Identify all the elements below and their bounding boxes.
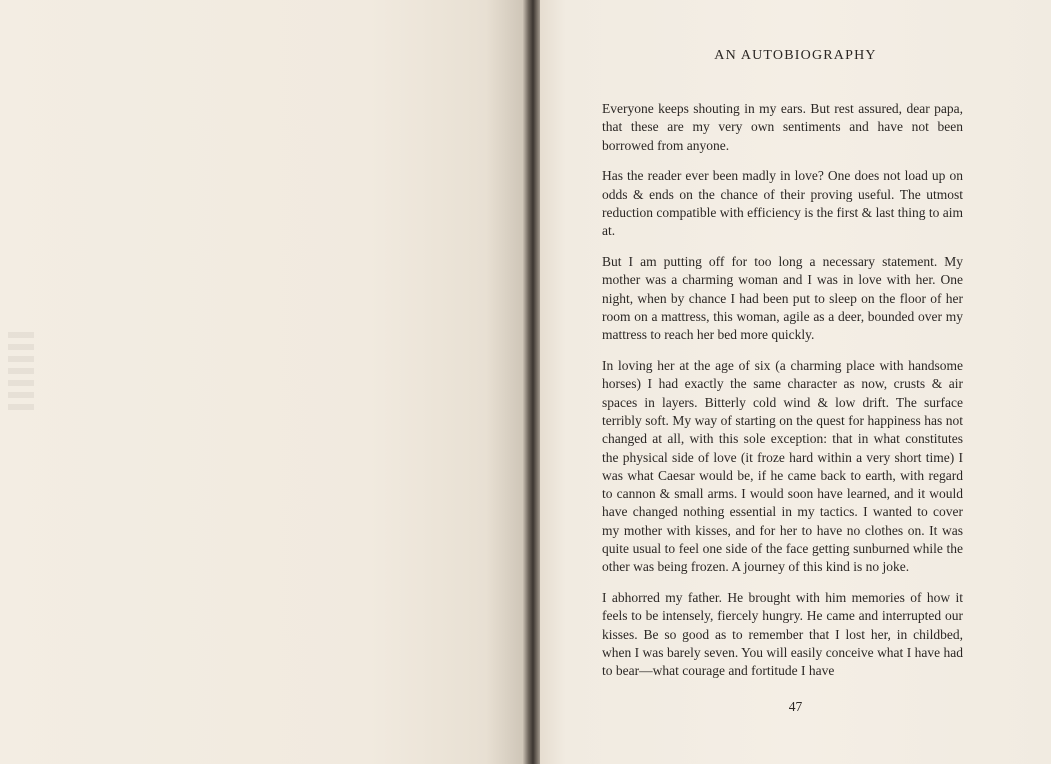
show-through-mark (8, 330, 34, 410)
paragraph: Has the reader ever been madly in love? One does not load up on odds & ends on the chance of their proving useful. The utmost reduction compatible with efficiency is the first & last thing to aim at. (602, 168, 963, 239)
running-head: AN AUTOBIOGRAPHY (714, 48, 877, 63)
paragraph: I abhorred my father. He brought with him memories of how it feels to be intensely, fiercely hungry. He came and interrupted our kisses. Be so good as to remember that I lost her, in childbed, when I was barely seven. You will easily conceive what I have had to bear—what courage and fortitude I have (602, 590, 963, 679)
body-text (602, 100, 963, 693)
paragraph: Everyone keeps shouting in my ears. But rest assured, dear papa, that these are my very own sentiments and have not been borrowed from anyone. (602, 101, 963, 153)
page-number: 47 (788, 699, 803, 714)
paragraph: In loving her at the age of six (a charming place with handsome horses) I had exactly the same character as now, crusts & air spaces in layers. Bitterly cold wind & low drift. The surface terribly soft. My way of starting on the quest for happiness has not changed at all, with this sole exception: that in what constitutes the physical side of love (it froze hard within a very short time) I was what Caesar would be, if he came back to earth, with regard to cannon & small arms. I would soon have learned, and it would have changed nothing essential in my tactics. I wanted to cover my mother with kisses, and for her to have no clothes on. It was quite usual to feel one side of the face getting sunburned while the other was being frozen. A journey of this kind is no joke. (602, 358, 963, 575)
paragraph: But I am putting off for too long a necessary statement. My mother was a charming woman and I was in love with her. One night, when by chance I had been put to sleep on the floor of her room on a mattress, this woman, agile as a deer, bounded over my mattress to reach her bed more quickly. (602, 254, 963, 343)
